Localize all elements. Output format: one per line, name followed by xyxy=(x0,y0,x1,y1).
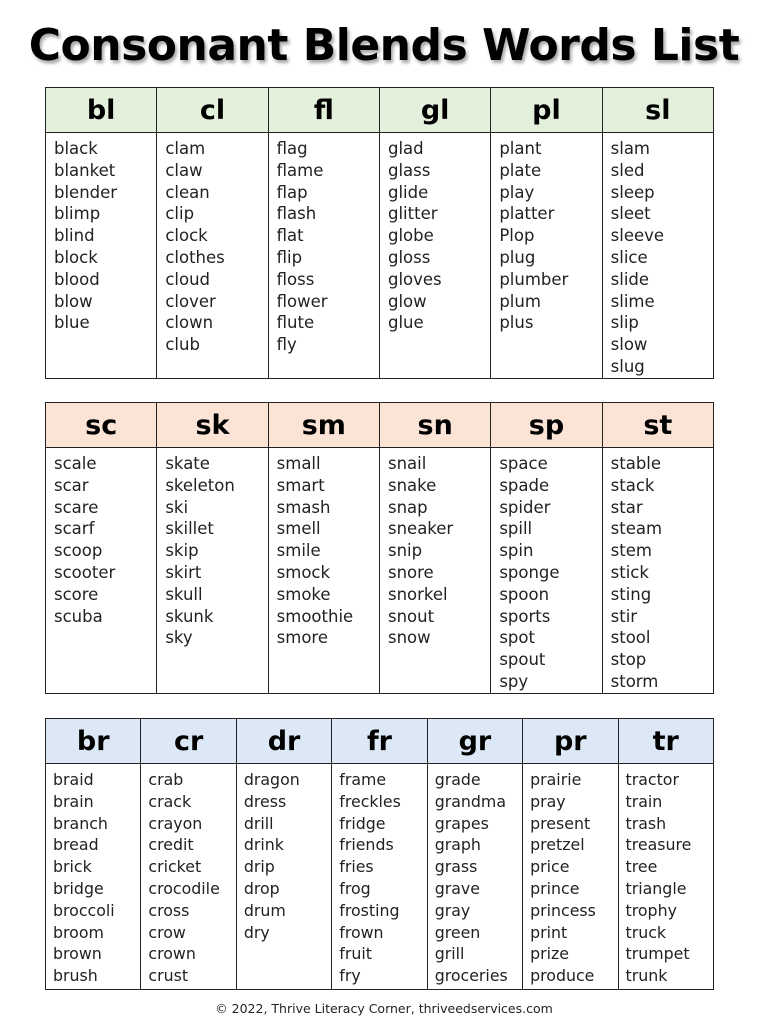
word: plus xyxy=(499,313,534,333)
word: trash xyxy=(625,813,667,833)
word: spot xyxy=(499,628,535,648)
word: sleet xyxy=(610,204,651,224)
word: tree xyxy=(625,857,658,877)
word-list-st xyxy=(602,448,713,694)
word-list-sn xyxy=(379,448,490,694)
word: clover xyxy=(165,291,216,311)
word: snail xyxy=(387,454,427,473)
word: crust xyxy=(148,966,189,986)
blend-header-fr: fr xyxy=(332,719,427,764)
header-row xyxy=(46,88,714,133)
word: smore xyxy=(276,628,328,648)
word: slow xyxy=(610,335,648,355)
blend-header-cl: cl xyxy=(157,88,268,133)
word-list-sk xyxy=(157,448,268,694)
word: fry xyxy=(339,966,361,986)
word: smash xyxy=(276,497,331,517)
blend-header-sn: sn xyxy=(379,403,490,448)
blend-header-sl: sl xyxy=(602,88,713,133)
word: grade xyxy=(434,770,481,789)
word: space xyxy=(499,454,548,473)
blend-header-pl: pl xyxy=(491,88,602,133)
word: print xyxy=(530,922,568,942)
word: cricket xyxy=(148,857,202,877)
word: blue xyxy=(54,313,90,333)
word: flower xyxy=(276,291,328,311)
word: clip xyxy=(165,204,195,224)
word: floss xyxy=(276,269,315,289)
word: gloss xyxy=(387,247,431,267)
word: tractor xyxy=(625,770,679,789)
word: frame xyxy=(339,770,387,789)
word: Plop xyxy=(499,226,535,246)
word: frog xyxy=(339,878,371,898)
word-list-pl xyxy=(491,133,602,379)
word: groceries xyxy=(434,966,508,986)
word: drip xyxy=(243,857,275,877)
word: blood xyxy=(54,269,100,289)
word: glow xyxy=(387,291,427,311)
blend-header-cr: cr xyxy=(141,719,236,764)
word: brick xyxy=(53,857,92,877)
word: flat xyxy=(276,226,304,246)
word: glue xyxy=(387,313,424,333)
word: drum xyxy=(243,900,286,920)
word: flame xyxy=(276,160,324,180)
word: sponge xyxy=(499,562,560,582)
word: blender xyxy=(54,182,118,202)
word: grandma xyxy=(434,791,506,811)
word: skeleton xyxy=(165,475,235,495)
word: sled xyxy=(610,160,645,180)
word: plant xyxy=(499,139,542,158)
word: scare xyxy=(54,497,99,517)
word: crown xyxy=(148,944,196,964)
word: platter xyxy=(499,204,555,224)
word: dress xyxy=(243,791,287,811)
word: scar xyxy=(54,475,89,495)
word: prairie xyxy=(530,770,582,789)
word: spill xyxy=(499,519,533,539)
blend-header-sc: sc xyxy=(46,403,157,448)
blend-header-st: st xyxy=(602,403,713,448)
words-row xyxy=(46,133,714,379)
word: slide xyxy=(610,269,650,289)
word: plate xyxy=(499,160,542,180)
word: clown xyxy=(165,313,214,333)
word: ski xyxy=(165,497,189,517)
s-blends-table xyxy=(45,402,714,694)
word: slip xyxy=(610,313,639,333)
word-list-fl xyxy=(268,133,379,379)
word: storm xyxy=(610,671,659,691)
word: plug xyxy=(499,247,536,267)
word: frosting xyxy=(339,900,400,920)
word: drink xyxy=(243,835,284,855)
word: grass xyxy=(434,857,478,877)
word: credit xyxy=(148,835,194,855)
word-list-sp xyxy=(491,448,602,694)
word: snout xyxy=(387,606,435,626)
word: scale xyxy=(54,454,97,473)
word: score xyxy=(54,584,99,604)
word: spider xyxy=(499,497,551,517)
word: spin xyxy=(499,541,534,561)
word: trophy xyxy=(625,900,677,920)
word: fries xyxy=(339,857,374,877)
word-list-tr xyxy=(618,764,713,990)
word: fly xyxy=(276,335,297,355)
word: drop xyxy=(243,878,280,898)
word: frown xyxy=(339,922,384,942)
word: pray xyxy=(530,791,566,811)
word: bread xyxy=(53,835,99,855)
word: steam xyxy=(610,519,663,539)
word: stick xyxy=(610,562,649,582)
word: skate xyxy=(165,454,210,473)
word: produce xyxy=(530,966,595,986)
word-list-bl xyxy=(46,133,157,379)
word: price xyxy=(530,857,570,877)
word-list-gl xyxy=(379,133,490,379)
words-row xyxy=(46,448,714,694)
word: clock xyxy=(165,226,208,246)
word: train xyxy=(625,791,663,811)
word: snow xyxy=(387,628,431,648)
word: claw xyxy=(165,160,203,180)
word: treasure xyxy=(625,835,692,855)
l-blends-table xyxy=(45,87,714,379)
header-row xyxy=(46,719,714,764)
word: snorkel xyxy=(387,584,448,604)
word: smock xyxy=(276,562,331,582)
word: slime xyxy=(610,291,655,311)
word: scoop xyxy=(54,541,103,561)
word: sneaker xyxy=(387,519,454,539)
word: skirt xyxy=(165,562,202,582)
word: skunk xyxy=(165,606,214,626)
word-list-dr xyxy=(236,764,331,990)
word: stack xyxy=(610,475,655,495)
word: snip xyxy=(387,541,423,561)
word: present xyxy=(530,813,591,833)
word: scarf xyxy=(54,519,95,539)
word: broccoli xyxy=(53,900,115,920)
word: spoon xyxy=(499,584,550,604)
word: block xyxy=(54,247,98,267)
word-list-sm xyxy=(268,448,379,694)
word: brown xyxy=(53,944,102,964)
word: broom xyxy=(53,922,104,942)
blend-header-gl: gl xyxy=(379,88,490,133)
word: flag xyxy=(276,139,308,158)
word: green xyxy=(434,922,481,942)
blend-header-sm: sm xyxy=(268,403,379,448)
word: bridge xyxy=(53,878,104,898)
word-list-cr xyxy=(141,764,236,990)
blend-header-dr: dr xyxy=(236,719,331,764)
word: prince xyxy=(530,878,580,898)
word: black xyxy=(54,139,98,158)
blend-header-br: br xyxy=(46,719,141,764)
word: blimp xyxy=(54,204,101,224)
word: scuba xyxy=(54,606,103,626)
blend-header-bl: bl xyxy=(46,88,157,133)
word: brain xyxy=(53,791,94,811)
word: crocodile xyxy=(148,878,220,898)
blend-header-fl: fl xyxy=(268,88,379,133)
word: grill xyxy=(434,944,465,964)
word: blanket xyxy=(54,160,116,180)
word: smart xyxy=(276,475,325,495)
word: fruit xyxy=(339,944,372,964)
word: slam xyxy=(610,139,651,158)
word: slug xyxy=(610,356,645,376)
copyright-footer: © 2022, Thrive Literacy Corner, thriveedservices.com xyxy=(215,1001,553,1016)
word: triangle xyxy=(625,878,687,898)
header-row xyxy=(46,403,714,448)
word: dragon xyxy=(243,770,300,789)
word: plumber xyxy=(499,269,569,289)
word: club xyxy=(165,335,200,355)
word: blind xyxy=(54,226,95,246)
word: branch xyxy=(53,813,108,833)
word: spade xyxy=(499,475,550,495)
word: smoothie xyxy=(276,606,354,626)
word-list-br xyxy=(46,764,141,990)
word: scooter xyxy=(54,562,116,582)
word: plum xyxy=(499,291,541,311)
word: graph xyxy=(434,835,481,855)
word: flute xyxy=(276,313,315,333)
words-row xyxy=(46,764,714,990)
blend-header-tr: tr xyxy=(618,719,713,764)
word: glass xyxy=(387,160,431,180)
word: snap xyxy=(387,497,428,517)
word: clothes xyxy=(165,247,225,267)
word: skillet xyxy=(165,519,214,539)
word: clam xyxy=(165,139,206,158)
word: brush xyxy=(53,966,98,986)
word: sleep xyxy=(610,182,655,202)
word-list-pr xyxy=(523,764,618,990)
word: glide xyxy=(387,182,429,202)
blend-header-sk: sk xyxy=(157,403,268,448)
word: stop xyxy=(610,650,647,670)
word: crow xyxy=(148,922,186,942)
word: glad xyxy=(387,139,424,158)
word: slice xyxy=(610,247,648,267)
word: freckles xyxy=(339,791,401,811)
blend-header-gr: gr xyxy=(427,719,522,764)
word: crayon xyxy=(148,813,203,833)
r-blends-table xyxy=(45,718,714,990)
word: drill xyxy=(243,813,274,833)
word: spout xyxy=(499,650,546,670)
word: smile xyxy=(276,541,321,561)
word: flap xyxy=(276,182,308,202)
word: truck xyxy=(625,922,667,942)
word: clean xyxy=(165,182,210,202)
blend-header-sp: sp xyxy=(491,403,602,448)
word: skull xyxy=(165,584,203,604)
word: cross xyxy=(148,900,190,920)
word: trunk xyxy=(625,966,668,986)
word: dry xyxy=(243,922,270,942)
word: princess xyxy=(530,900,596,920)
word: braid xyxy=(53,770,94,789)
word-list-cl xyxy=(157,133,268,379)
word: flip xyxy=(276,247,303,267)
word: sting xyxy=(610,584,652,604)
word: stem xyxy=(610,541,652,561)
word: crack xyxy=(148,791,192,811)
word: smell xyxy=(276,519,321,539)
word: star xyxy=(610,497,643,517)
word: spy xyxy=(499,671,529,691)
word-list-sl xyxy=(602,133,713,379)
word: snore xyxy=(387,562,434,582)
word: smoke xyxy=(276,584,331,604)
word: gloves xyxy=(387,269,442,289)
word: skip xyxy=(165,541,199,561)
word: cloud xyxy=(165,269,211,289)
word: trumpet xyxy=(625,944,690,964)
word: prize xyxy=(530,944,570,964)
word: play xyxy=(499,182,535,202)
word: small xyxy=(276,454,321,473)
word-list-gr xyxy=(427,764,522,990)
blend-header-pr: pr xyxy=(523,719,618,764)
word: gray xyxy=(434,900,471,920)
word: sky xyxy=(165,628,193,648)
word: blow xyxy=(54,291,93,311)
word: grapes xyxy=(434,813,489,833)
word-list-fr xyxy=(332,764,427,990)
word: sports xyxy=(499,606,551,626)
word: flash xyxy=(276,204,317,224)
word: globe xyxy=(387,226,434,246)
word-list-sc xyxy=(46,448,157,694)
word: stable xyxy=(610,454,662,473)
word: crab xyxy=(148,770,184,789)
word: sleeve xyxy=(610,226,665,246)
word: stir xyxy=(610,606,638,626)
word: pretzel xyxy=(530,835,585,855)
word: grave xyxy=(434,878,480,898)
page-title: Consonant Blends Words List xyxy=(28,20,740,71)
word: glitter xyxy=(387,204,438,224)
word: stool xyxy=(610,628,651,648)
word: friends xyxy=(339,835,394,855)
word: snake xyxy=(387,475,437,495)
word: fridge xyxy=(339,813,386,833)
